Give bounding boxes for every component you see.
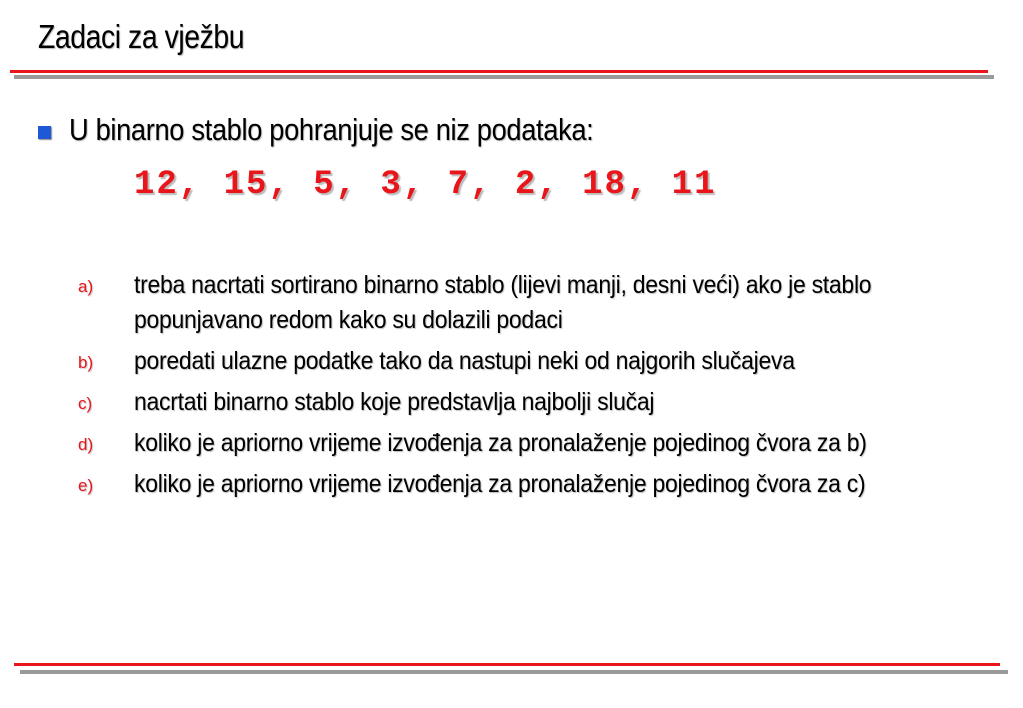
number-sequence: 12, 15, 5, 3, 7, 2, 18, 11 [134, 166, 717, 204]
task-marker: d) [78, 435, 94, 454]
task-item-e [78, 467, 1008, 502]
header-rule-red [10, 70, 988, 73]
task-item-d [78, 426, 1008, 461]
task-item-c [78, 385, 1008, 420]
footer-rule-grey [20, 670, 1008, 674]
task-item-a [78, 268, 1008, 338]
header-rule-grey [14, 75, 994, 79]
task-text: poredati ulazne podatke tako da nastupi neki od najgorih slučajeva [134, 347, 795, 375]
task-text: nacrtati binarno stablo koje predstavlja najbolji slučaj [134, 388, 655, 416]
square-bullet-icon [38, 126, 51, 139]
task-text: koliko je apriorno vrijeme izvođenja za pronalaženje pojedinog čvora za b) [134, 429, 867, 457]
task-marker: e) [78, 476, 94, 495]
main-bullet [38, 112, 665, 148]
task-marker: c) [78, 394, 93, 413]
slide-title: Zadaci za vježbu [38, 18, 245, 55]
bullet-text: U binarno stablo pohranjuje se niz podataka: [69, 112, 594, 147]
task-list [78, 268, 1008, 508]
footer-rule-red [14, 663, 1000, 666]
task-marker: a) [78, 277, 94, 296]
task-text: treba nacrtati sortirano binarno stablo (lijevi manji, desni veći) ako je stablo popunjavano redom kako su dolazili podaci [134, 271, 872, 334]
task-item-b [78, 344, 1008, 379]
task-text: koliko je apriorno vrijeme izvođenja za pronalaženje pojedinog čvora za c) [134, 470, 866, 498]
task-marker: b) [78, 353, 94, 372]
